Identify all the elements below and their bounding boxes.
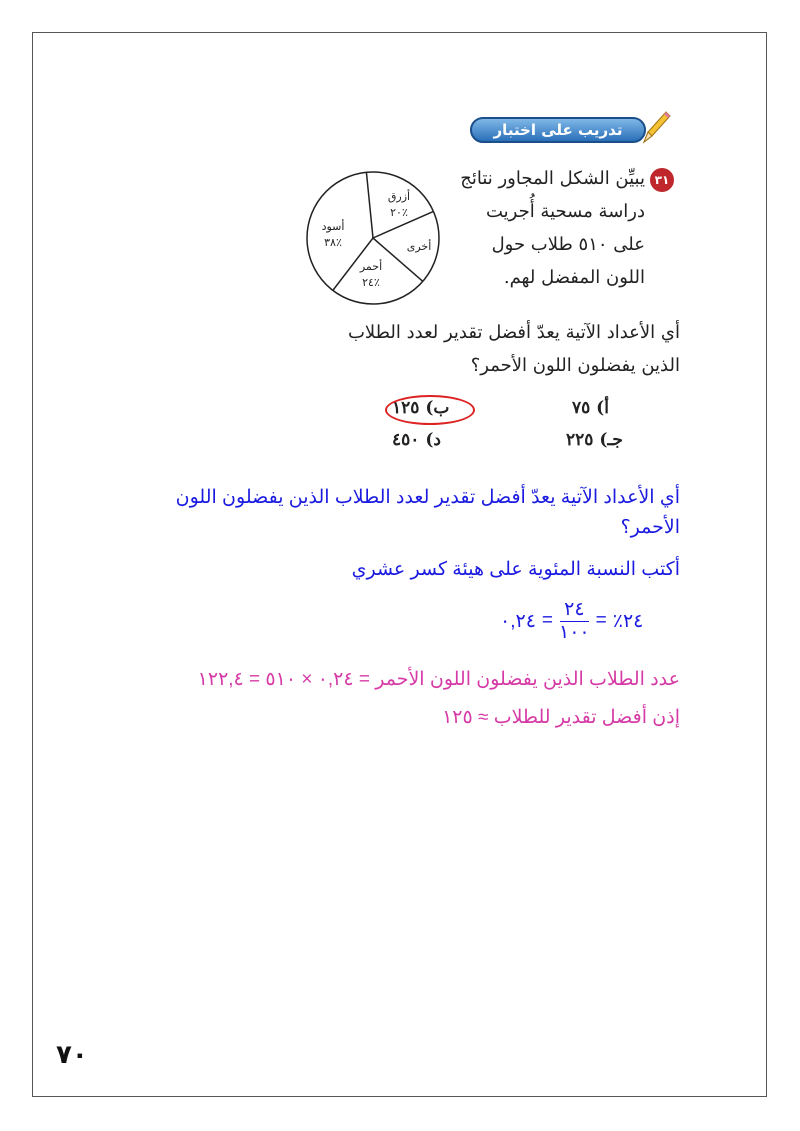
solution-line-1: أي الأعداد الآتية يعدّ أفضل تقدير لعدد الطلاب الذين يفضلون اللون (175, 487, 680, 508)
question-line-3: على ٥١٠ طلاب حول (491, 234, 645, 255)
solution-line-2: الأحمر؟ (620, 517, 680, 538)
answer-circle-mark (385, 395, 475, 425)
solution-line-4: عدد الطلاب الذين يفضلون اللون الأحمر = ٠,٢٤ × ٥١٠ = ١٢٢,٤ (197, 669, 680, 690)
solution-line-5: إذن أفضل تقدير للطلاب ≈ ١٢٥ (442, 707, 680, 728)
solution-line-3: أكتب النسبة المئوية على هيئة كسر عشري (351, 559, 680, 580)
option-b: ب) ١٢٥ (392, 398, 450, 418)
slice-value-blue: ٢٠٪ (390, 206, 408, 219)
option-c: جـ) ٢٢٥ (566, 430, 623, 450)
slice-label-other: أخرى (406, 240, 432, 253)
eq-equals-2: = (541, 610, 554, 631)
slice-label-black: أسود (321, 220, 345, 233)
slice-value-red: ٢٤٪ (362, 276, 380, 289)
option-d: د) ٤٥٠ (392, 430, 441, 450)
slice-label-red: أحمر (359, 260, 383, 273)
prompt-line-2: الذين يفضلون اللون الأحمر؟ (470, 355, 680, 376)
question-line-2: دراسة مسحية أُجريت (485, 201, 645, 222)
slice-label-blue: أزرق (387, 190, 411, 203)
page-number: ٧٠ (56, 1040, 88, 1070)
slice-value-black: ٣٨٪ (324, 236, 342, 249)
option-a: أ) ٧٥ (572, 398, 609, 418)
eq-fraction (559, 599, 590, 644)
pie-chart (303, 168, 443, 308)
fraction-equation (500, 596, 643, 646)
prompt-line-1: أي الأعداد الآتية يعدّ أفضل تقدير لعدد الطلاب (347, 322, 680, 343)
eq-equals-1: = (595, 610, 607, 631)
eq-numerator: ٢٤ (560, 599, 588, 622)
badge-label: تدريب على اختبار (470, 117, 646, 143)
practice-badge (470, 114, 670, 144)
question-line-1: يبيِّن الشكل المجاور نتائج (460, 168, 645, 189)
question-number: ٣١ (650, 168, 674, 192)
pencil-icon (638, 108, 672, 148)
eq-denominator: ١٠٠ (559, 621, 590, 643)
eq-decimal: ٠,٢٤ (500, 610, 536, 632)
question-line-4: اللون المفضل لهم. (503, 267, 645, 288)
eq-percent: ٢٤٪ (612, 610, 644, 632)
